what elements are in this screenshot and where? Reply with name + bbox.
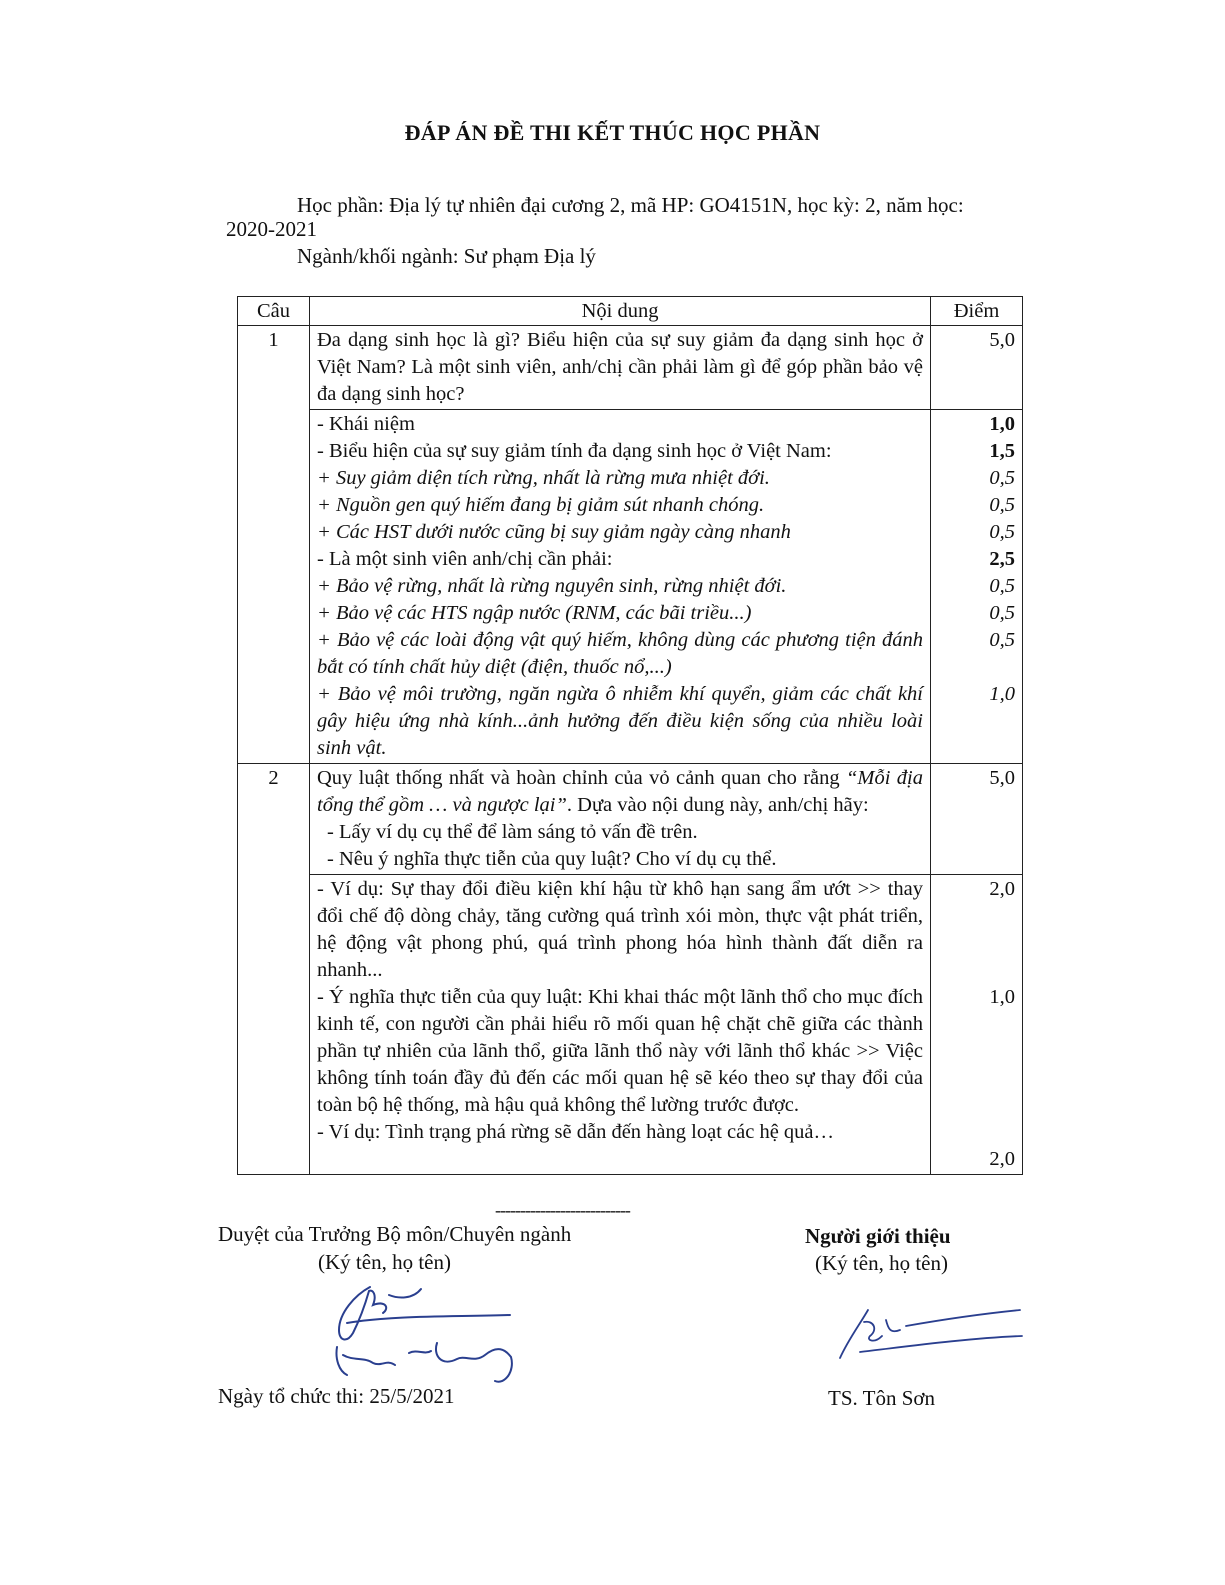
answer-line: - Ý nghĩa thực tiễn của quy luật: Khi khai thác một lãnh thổ cho mục đích kinh tế, con người cần phải hiểu rõ mối quan hệ chặt chẽ giữa các thành phần tự nhiên của lãnh thổ, giữa lãnh thổ này với lãnh thổ khác >> Việc không tính toán đầy đủ đến các mối quan hệ sẽ kéo theo sự thay đổi của toàn bộ hệ thống, mà hậu quả không thể lường trước được. xyxy=(317,986,923,1116)
answer-line: + Các HST dưới nước cũng bị suy giảm ngày càng nhanh xyxy=(317,521,791,543)
major-line: Ngành/khối ngành: Sư phạm Địa lý xyxy=(297,244,596,268)
answer-score: 0,5 xyxy=(989,602,1015,624)
question-text: Đa dạng sinh học là gì? Biểu hiện của sự suy giảm đa dạng sinh học ở Việt Nam? Là một sinh viên, anh/chị cần phải làm gì để góp phần bảo vệ đa dạng sinh học? xyxy=(310,326,931,410)
right-sign-name: TS. Tôn Sơn xyxy=(828,1386,935,1410)
question-text-part: Quy luật thống nhất và hoàn chỉnh của vỏ cảnh quan cho rằng xyxy=(317,767,847,789)
question-number: 1 xyxy=(238,326,310,764)
right-sign-note: (Ký tên, họ tên) xyxy=(815,1251,948,1275)
question-row xyxy=(238,764,1023,875)
course-info-line: Học phần: Địa lý tự nhiên đại cương 2, mã HP: GO4151N, học kỳ: 2, năm học: xyxy=(297,193,964,217)
answer-line: - Là một sinh viên anh/chị cần phải: xyxy=(317,548,613,570)
answer-row xyxy=(238,410,1023,764)
answer-line: - Ví dụ: Sự thay đổi điều kiện khí hậu từ khô hạn sang ẩm ướt >> thay đổi chế độ dòng chảy, tăng cường quá trình xói mòn, thực vật phát triển, hệ động vật phong phú, quá trình phong hóa hình thành đất diễn ra nhanh... xyxy=(317,878,923,981)
answer-score: 0,5 xyxy=(989,521,1015,543)
answer-row xyxy=(238,875,1023,1175)
question-subitem: - Lấy ví dụ cụ thể để làm sáng tỏ vấn đề trên. xyxy=(327,821,698,843)
answer-line: + Bảo vệ rừng, nhất là rừng nguyên sinh, rừng nhiệt đới. xyxy=(317,575,787,597)
answer-content xyxy=(310,410,931,764)
table-header-row xyxy=(238,297,1023,326)
answer-line: + Bảo vệ môi trường, ngăn ngừa ô nhiễm khí quyển, giảm các chất khí gây hiệu ứng nhà kính...ảnh hưởng đến điều kiện sống của nhiều loài sinh vật. xyxy=(317,683,923,759)
question-text-part: . Dựa vào nội dung này, anh/chị hãy: xyxy=(566,794,869,816)
header-noi-dung: Nội dung xyxy=(310,297,931,326)
question-quote: “Mỗi địa tổng thể gồm … và ngược lại” xyxy=(317,767,923,816)
answer-table xyxy=(237,296,1023,1175)
exam-date: Ngày tổ chức thi: 25/5/2021 xyxy=(218,1384,455,1408)
answer-line: - Biểu hiện của sự suy giảm tính đa dạng sinh học ở Việt Nam: xyxy=(317,440,832,462)
question-row xyxy=(238,326,1023,410)
answer-score: 1,0 xyxy=(989,683,1015,705)
question-score: 5,0 xyxy=(931,764,1023,875)
answer-line: - Khái niệm xyxy=(317,413,415,435)
course-year: 2020-2021 xyxy=(226,217,317,241)
answer-score: 1,0 xyxy=(989,413,1015,435)
header-diem: Điểm xyxy=(931,297,1023,326)
page-title: ĐÁP ÁN ĐỀ THI KẾT THÚC HỌC PHẦN xyxy=(404,120,821,145)
left-sign-title: Duyệt của Trưởng Bộ môn/Chuyên ngành xyxy=(218,1222,572,1246)
answer-scores xyxy=(931,410,1023,764)
answer-line: - Ví dụ: Tình trạng phá rừng sẽ dẫn đến hàng loạt các hệ quả… xyxy=(317,1121,835,1143)
answer-line: + Bảo vệ các loài động vật quý hiếm, không dùng các phương tiện đánh bắt có tính chất hủy diệt (điện, thuốc nổ,...) xyxy=(317,629,923,678)
separator-line: --------------------------- xyxy=(495,1200,630,1220)
answer-score: 2,0 xyxy=(989,878,1015,900)
answer-scores xyxy=(931,875,1023,1175)
question-subitem: - Nêu ý nghĩa thực tiễn của quy luật? Cho ví dụ cụ thể. xyxy=(327,848,777,870)
answer-line: + Nguồn gen quý hiếm đang bị giảm sút nhanh chóng. xyxy=(317,494,765,516)
answer-line: + Suy giảm diện tích rừng, nhất là rừng mưa nhiệt đới. xyxy=(317,467,770,489)
question-score: 5,0 xyxy=(931,326,1023,410)
answer-score: 0,5 xyxy=(989,629,1015,651)
left-sign-note: (Ký tên, họ tên) xyxy=(318,1250,451,1274)
answer-score: 0,5 xyxy=(989,494,1015,516)
header-cau: Câu xyxy=(238,297,310,326)
answer-content xyxy=(310,875,931,1175)
right-signature xyxy=(830,1300,1030,1370)
left-signature xyxy=(325,1275,545,1395)
answer-score: 2,5 xyxy=(989,548,1015,570)
answer-score: 2,0 xyxy=(989,1148,1015,1170)
answer-score: 0,5 xyxy=(989,467,1015,489)
question-number: 2 xyxy=(238,764,310,1175)
answer-score: 0,5 xyxy=(989,575,1015,597)
answer-score: 1,5 xyxy=(989,440,1015,462)
question-text xyxy=(310,764,931,875)
right-sign-title: Người giới thiệu xyxy=(805,1224,951,1248)
answer-score: 1,0 xyxy=(989,986,1015,1008)
answer-line: + Bảo vệ các HTS ngập nước (RNM, các bãi triều...) xyxy=(317,602,752,624)
